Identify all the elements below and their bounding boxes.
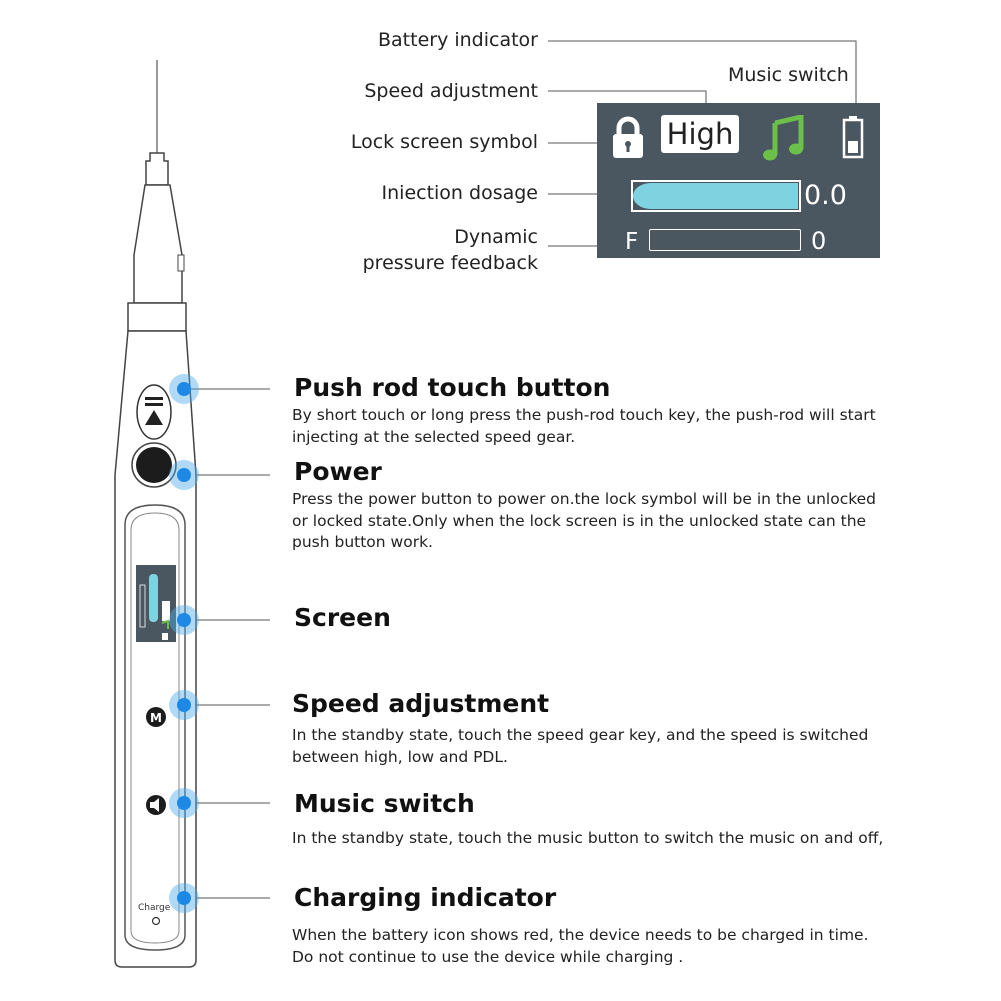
push-rod-marker-dot <box>169 374 199 404</box>
pen-device <box>100 55 210 975</box>
speed-adjustment-label: Speed adjustment <box>364 80 538 102</box>
injection-dosage-label: Iniection dosage <box>381 182 538 204</box>
speed-indicator-box <box>661 115 739 153</box>
dosage-value: 0.0 <box>804 180 847 211</box>
dosage-bar <box>631 180 803 214</box>
lcd-screen-enlarged <box>597 103 880 258</box>
speed-title: Speed adjustment <box>292 689 550 718</box>
screen-marker-dot <box>169 605 199 635</box>
music-switch-label: Music switch <box>728 64 849 86</box>
dynamic-pressure-label-line1: Dynamic <box>454 226 538 248</box>
speed-desc: In the standby state, touch the speed gear key, and the speed is switched between high, low and PDL. <box>292 726 869 766</box>
power-desc: Press the power button to power on.the lock symbol will be in the unlocked or locked state.Only when the lock screen is in the unlocked state can the push button work. <box>292 490 877 551</box>
power-button-face <box>136 447 172 483</box>
speed-value: High <box>666 117 734 151</box>
music-title: Music switch <box>294 789 475 818</box>
battery-icon <box>842 115 864 159</box>
music-note-icon <box>763 115 805 161</box>
screen-title: Screen <box>294 603 391 632</box>
collar <box>128 303 186 331</box>
cartridge <box>134 185 182 303</box>
lock-icon <box>611 115 645 159</box>
music-marker-dot <box>169 788 199 818</box>
power-title: Power <box>294 457 382 486</box>
charge-label: Charge <box>138 903 171 913</box>
pressure-bar <box>649 229 801 251</box>
lock-screen-symbol-label: Lock screen symbol <box>350 131 538 153</box>
m-button-label: M <box>150 711 162 725</box>
push-rod-title: Push rod touch button <box>294 373 611 402</box>
charge-led <box>153 918 160 925</box>
charge-marker-dot <box>169 883 199 913</box>
needle-hub <box>146 153 168 185</box>
dynamic-pressure-label-line2: pressure feedback <box>362 252 538 274</box>
speed-marker-dot <box>169 690 199 720</box>
music-desc: In the standby state, touch the music button to switch the music on and off, <box>292 829 884 847</box>
charging-title: Charging indicator <box>294 883 557 912</box>
pressure-value: 0 <box>811 227 827 255</box>
battery-indicator-label: Battery indicator <box>378 29 538 51</box>
charging-desc: When the battery icon shows red, the device needs to be charged in time. Do not continue to use the device while charging . <box>292 926 869 966</box>
push-rod-desc: By short touch or long press the push-rod touch key, the push-rod will start injecting at the selected speed gear. <box>292 406 876 446</box>
power-marker-dot <box>169 460 199 490</box>
pressure-label: F <box>625 229 639 255</box>
